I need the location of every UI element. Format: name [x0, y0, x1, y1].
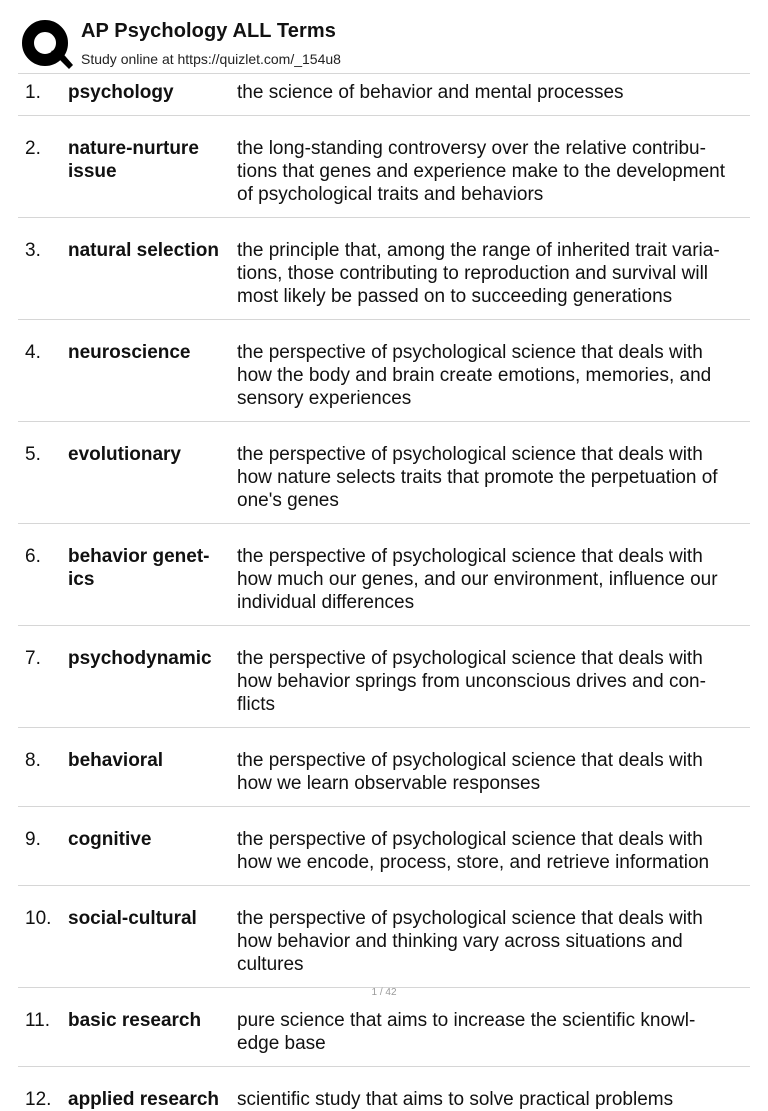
term-name [68, 749, 230, 772]
term-name-line: cognitive [68, 829, 152, 850]
term-name-line: basic research [68, 1010, 202, 1031]
definition-line: how the body and brain create emotions, memories, and [237, 365, 712, 386]
term-number: 7. [25, 648, 41, 669]
definition-line: how much our genes, and our environment, influence our [237, 569, 718, 590]
definition-line: the science of behavior and mental processes [237, 82, 624, 103]
term-definition [237, 545, 752, 614]
divider [18, 625, 750, 626]
term-name-line: applied research [68, 1089, 220, 1110]
term-name-line: nature-nurture [68, 138, 199, 159]
term-name [68, 647, 230, 670]
term-definition [237, 239, 752, 308]
divider [18, 523, 750, 524]
definition-line: one's genes [237, 490, 339, 511]
term-definition [237, 137, 752, 206]
term-row [0, 341, 768, 410]
term-row [0, 81, 768, 104]
term-name [68, 545, 230, 591]
definition-line: pure science that aims to increase the scientific knowl- [237, 1010, 696, 1031]
term-row [0, 1009, 768, 1055]
definition-line: most likely be passed on to succeeding generations [237, 286, 673, 307]
term-definition [237, 341, 752, 410]
definition-line: scientific study that aims to solve practical problems [237, 1089, 674, 1110]
term-name-line: ics [68, 569, 95, 590]
divider [18, 1066, 750, 1067]
definition-line: the perspective of psychological science that deals with [237, 750, 703, 771]
term-row [0, 137, 768, 206]
term-number: 1. [25, 82, 41, 103]
term-row [0, 907, 768, 976]
term-name [68, 907, 230, 930]
definition-line: sensory experiences [237, 388, 412, 409]
term-name-line: evolutionary [68, 444, 181, 465]
term-number: 5. [25, 444, 41, 465]
definition-line: tions, those contributing to reproduction and survival will [237, 263, 709, 284]
definition-line: the perspective of psychological science that deals with [237, 546, 703, 567]
term-row [0, 1088, 768, 1111]
divider [18, 421, 750, 422]
definition-line: edge base [237, 1033, 326, 1054]
definition-line: individual differences [237, 592, 415, 613]
divider [18, 806, 750, 807]
definition-line: how we learn observable responses [237, 773, 541, 794]
divider [18, 727, 750, 728]
definition-line: the perspective of psychological science that deals with [237, 444, 703, 465]
page-indicator: 1 / 42 [371, 987, 397, 998]
term-name [68, 341, 230, 364]
definition-line: the perspective of psychological science that deals with [237, 648, 703, 669]
definition-line: flicts [237, 694, 275, 715]
definition-line: how we encode, process, store, and retrieve information [237, 852, 710, 873]
definition-line: the perspective of psychological science that deals with [237, 342, 703, 363]
term-number: 2. [25, 138, 41, 159]
term-number: 11. [25, 1010, 51, 1031]
term-name-line: social-cultural [68, 908, 197, 929]
term-number: 8. [25, 750, 41, 771]
term-row [0, 545, 768, 614]
term-row [0, 749, 768, 795]
definition-line: the perspective of psychological science that deals with [237, 829, 703, 850]
term-name-line: psychology [68, 82, 174, 103]
definition-line: how behavior springs from unconscious drives and con- [237, 671, 706, 692]
term-definition [237, 749, 752, 795]
term-name-line: issue [68, 161, 117, 182]
term-name [68, 137, 230, 183]
divider [18, 319, 750, 320]
term-definition [237, 828, 752, 874]
definition-line: how behavior and thinking vary across situations and [237, 931, 683, 952]
term-definition [237, 443, 752, 512]
document-title: AP Psychology ALL Terms [81, 20, 336, 42]
divider [18, 73, 750, 74]
term-row [0, 647, 768, 716]
definition-line: the perspective of psychological science that deals with [237, 908, 703, 929]
term-row [0, 239, 768, 308]
term-name [68, 828, 230, 851]
term-name [68, 81, 230, 104]
term-name-line: natural selection [68, 240, 219, 261]
term-name [68, 1088, 230, 1111]
term-number: 4. [25, 342, 41, 363]
term-definition [237, 1088, 752, 1111]
divider [18, 115, 750, 116]
definition-line: of psychological traits and behaviors [237, 184, 544, 205]
term-definition [237, 81, 752, 104]
term-row [0, 443, 768, 512]
term-definition [237, 1009, 752, 1055]
divider [18, 885, 750, 886]
term-number: 10. [25, 908, 52, 929]
term-number: 12. [25, 1089, 52, 1110]
term-definition [237, 647, 752, 716]
definition-line: how nature selects traits that promote the perpetuation of [237, 467, 718, 488]
term-name-line: behavior genet- [68, 546, 210, 567]
term-number: 9. [25, 829, 41, 850]
term-row [0, 828, 768, 874]
term-name [68, 239, 230, 262]
term-number: 3. [25, 240, 41, 261]
term-name [68, 443, 230, 466]
divider [18, 217, 750, 218]
term-definition [237, 907, 752, 976]
definition-line: the long-standing controversy over the relative contribu- [237, 138, 706, 159]
quizlet-q-icon [21, 19, 73, 71]
document-header [0, 0, 768, 74]
definition-line: the principle that, among the range of inherited trait varia- [237, 240, 720, 261]
study-online-link[interactable]: Study online at https://quizlet.com/_154u8 [81, 51, 341, 67]
term-name [68, 1009, 230, 1032]
term-name-line: psychodynamic [68, 648, 212, 669]
term-name-line: neuroscience [68, 342, 191, 363]
definition-line: cultures [237, 954, 304, 975]
term-name-line: behavioral [68, 750, 164, 771]
definition-line: tions that genes and experience make to the development [237, 161, 725, 182]
term-number: 6. [25, 546, 41, 567]
